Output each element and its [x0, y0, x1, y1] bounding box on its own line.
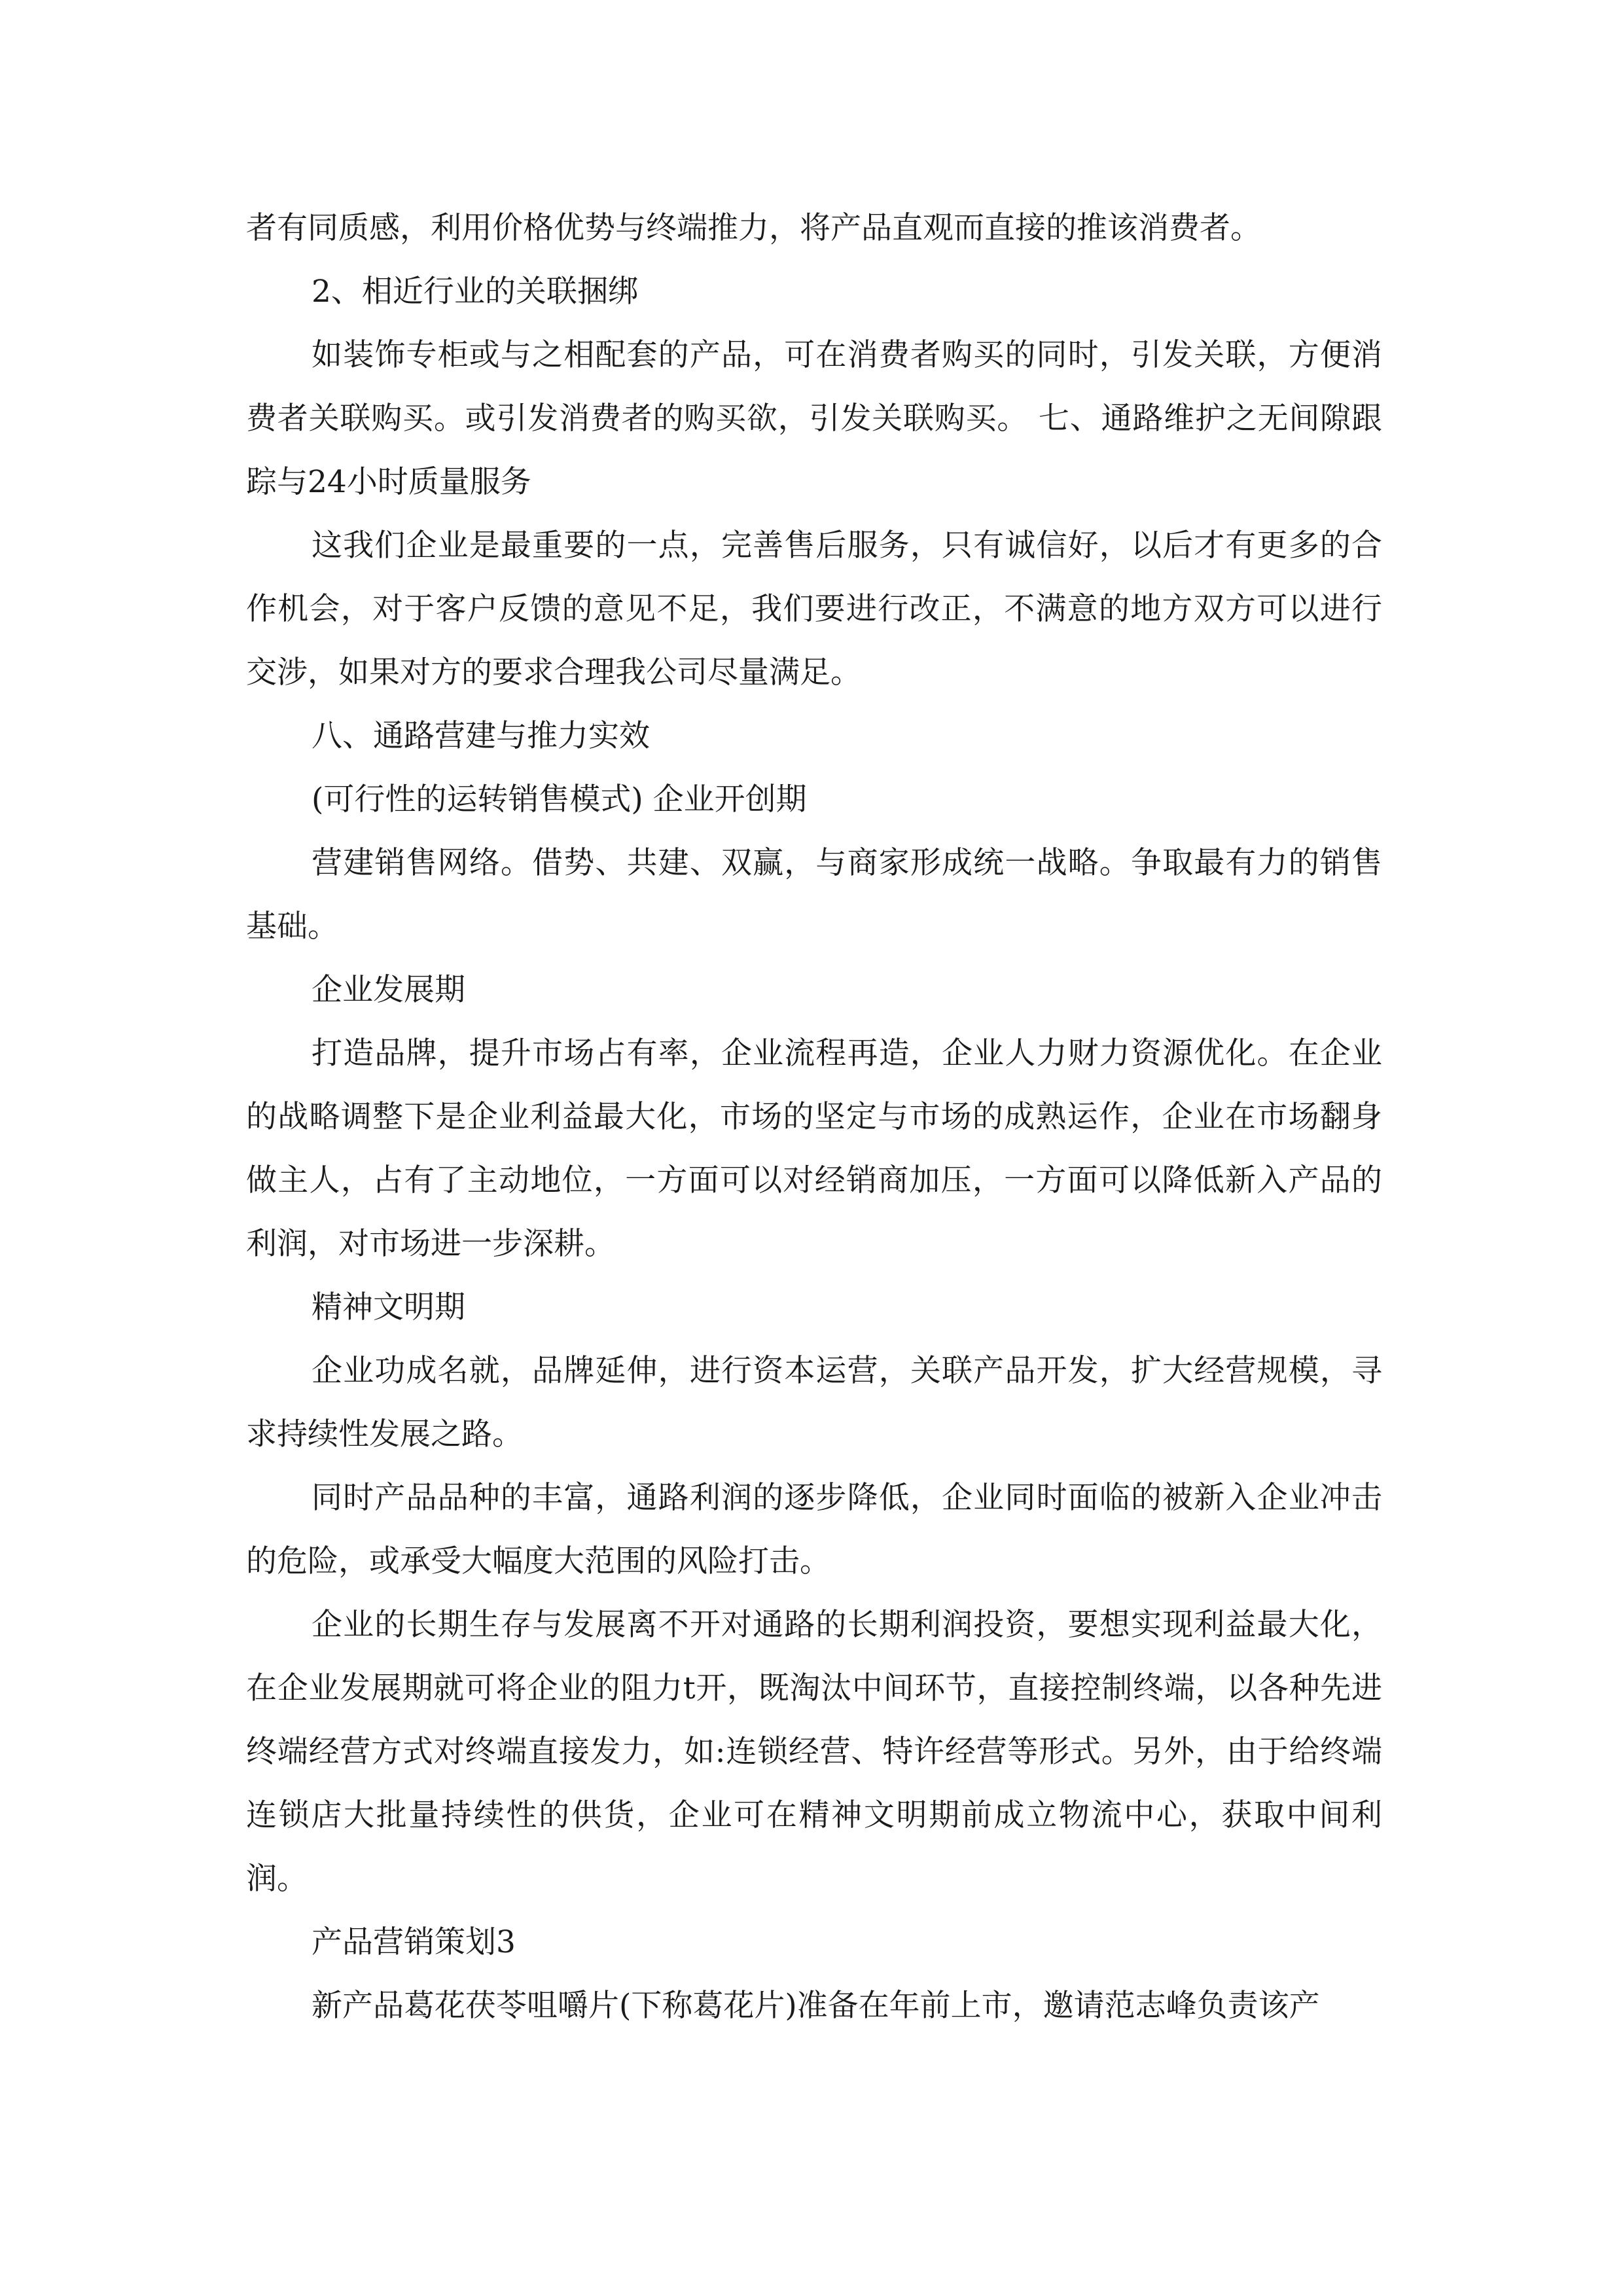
- section-heading: 2、相近行业的关联捆绑: [312, 274, 639, 310]
- paragraph: 同时产品品种的丰富，通路利润的逐步降低，企业同时面临的被新入企业冲击的危险，或承受大幅度大范围的风险打击。: [246, 1480, 1382, 1579]
- subheading: 企业发展期: [312, 972, 465, 1008]
- paragraph: 者有同质感，利用价格优势与终端推力，将产品直观而直接的推该消费者。: [246, 210, 1261, 246]
- paragraph: 如装饰专柜或与之相配套的产品，可在消费者购买的同时，引发关联，方便消费者关联购买。或引发消费者的购买欲，引发关联购买。 七、通路维护之无间隙跟踪与24小时质量服务: [246, 337, 1382, 500]
- paragraph: 新产品葛花茯苓咀嚼片(下称葛花片)准备在年前上市，邀请范志峰负责该产: [312, 1988, 1320, 2024]
- paragraph: 打造品牌，提升市场占有率，企业流程再造，企业人力财力资源优化。在企业的战略调整下是企业利益最大化，市场的坚定与市场的成熟运作，企业在市场翻身做主人，占有了主动地位，一方面可以对经销商加压，一方面可以降低新入产品的利润，对市场进一步深耕。: [246, 1035, 1382, 1262]
- paragraph: (可行性的运转销售模式) 企业开创期: [312, 781, 807, 817]
- paragraph: 企业功成名就，品牌延伸，进行资本运营，关联产品开发，扩大经营规模，寻求持续性发展之路。: [246, 1353, 1382, 1452]
- paragraph: 这我们企业是最重要的一点，完善售后服务，只有诚信好，以后才有更多的合作机会，对于客户反馈的意见不足，我们要进行改正，不满意的地方双方可以进行交涉，如果对方的要求合理我公司尽量满足。: [246, 528, 1382, 691]
- document-body: [246, 196, 1382, 2037]
- paragraph: 营建销售网络。借势、共建、双赢，与商家形成统一战略。争取最有力的销售基础。: [246, 845, 1382, 944]
- section-heading: 八、通路营建与推力实效: [312, 718, 650, 754]
- paragraph: 企业的长期生存与发展离不开对通路的长期利润投资，要想实现利益最大化，在企业发展期就可将企业的阻力t开，既淘汰中间环节，直接控制终端，以各种先进终端经营方式对终端直接发力，如:连锁经营、特许经营等形式。另外，由于给终端连锁店大批量持续性的供货，企业可在精神文明期前成立物流中心，获取中间利润。: [246, 1607, 1382, 1897]
- subheading: 精神文明期: [312, 1289, 465, 1325]
- section-heading: 产品营销策划3: [312, 1924, 516, 1960]
